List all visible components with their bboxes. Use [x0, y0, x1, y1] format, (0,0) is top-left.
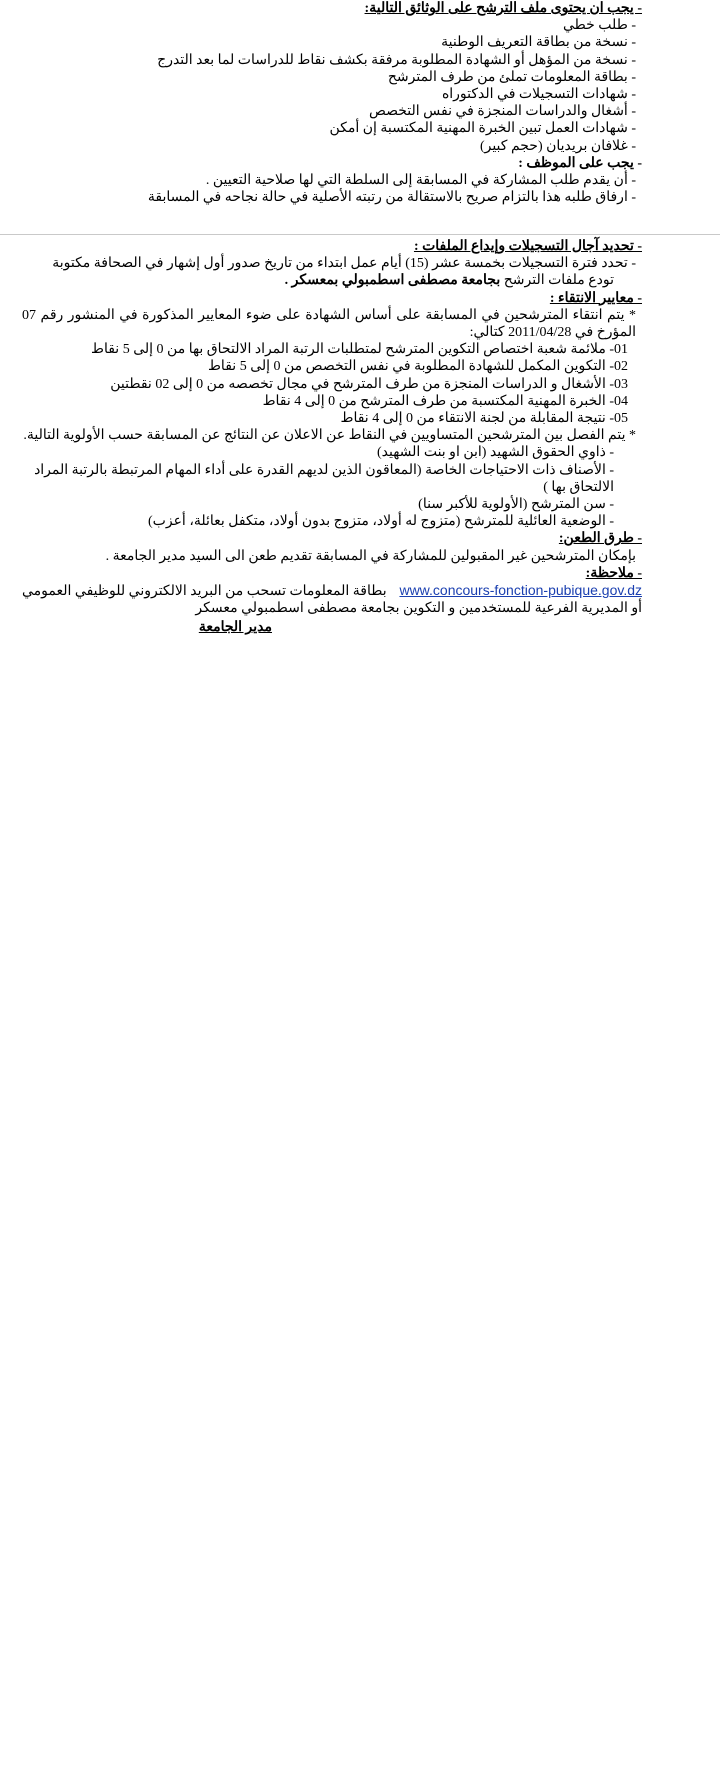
- priority-item: - ذاوي الحقوق الشهيد (ابن او بنت الشهيد): [376, 445, 614, 461]
- deposit-text: تودع ملفات الترشح: [500, 273, 614, 289]
- document-item: - شهادات العمل تبين الخبرة المهنية المكتسبة إن أمكن: [329, 121, 636, 137]
- university-name: بجامعة مصطفى اسطمبولي بمعسكر .: [284, 273, 501, 289]
- document-item: - أشغال والدراسات المنجزة في نفس التخصص: [368, 104, 636, 120]
- note-line: [22, 582, 642, 600]
- tie-break-intro: * يتم الفصل بين المترشحين المتساويين في النقاط عن الاعلان عن النتائج عن المسابقة حسب الأولوية التالية.: [23, 428, 636, 444]
- priority-item: - سن المترشح (الأولوية للأكبر سنا): [418, 497, 614, 513]
- criterion-item: 03- الأشغال و الدراسات المنجزة من طرف المترشح في مجال تخصصه من 0 إلى 02 نقطتين: [110, 376, 628, 392]
- document-item: - نسخة من المؤهل أو الشهادة المطلوبة مرفقة بكشف نقاط للدراسات لما بعد التدرج: [157, 52, 636, 68]
- signature-director: مدير الجامعة: [198, 620, 272, 636]
- selection-intro: * يتم انتقاء المترشحين في المسابقة على أساس الشهادة على ضوء المعايير المذكورة في المنشور رقم 07 المؤرخ في 2011/04/28 كتالي:: [22, 307, 636, 341]
- priority-item: - الأصناف ذات الاحتياجات الخاصة (المعاقون الذين لديهم القدرة على أداء المهام المرتبطة بالرتبة المراد الالتحاق بها ): [34, 462, 614, 495]
- requirements-section: [22, 0, 642, 206]
- priority-item: - الوضعية العائلية للمترشح (متزوج له أولاد، متزوج بدون أولاد، متكفل بعائلة، أعزب): [148, 514, 614, 530]
- section-divider: [0, 234, 720, 235]
- appeal-heading: - طرق الطعن:: [558, 531, 642, 547]
- criterion-item: 01- ملائمة شعبة اختصاص التكوين المترشح لمتطلبات الرتبة المراد الالتحاق بها من 0 إلى 5 نقاط: [91, 342, 628, 358]
- note-line-2: أو المديرية الفرعية للمستخدمين و التكوين بجامعة مصطفى اسطمبولي معسكر: [195, 601, 642, 617]
- deadline-line: - تحدد فترة التسجيلات بخمسة عشر (15) أيام عمل ابتداء من تاريخ صدور أول إشهار في الصحافة مكتوبة: [52, 256, 636, 272]
- note-heading: - ملاحظة:: [585, 565, 642, 581]
- recruitment-portal-link[interactable]: www.concours-fonction-pubique.gov.dz: [399, 582, 642, 599]
- document-item: - طلب خطي: [563, 18, 636, 34]
- documents-heading: - يجب ان يحتوى ملف الترشح على الوثائق التالية:: [364, 1, 642, 16]
- criterion-item: 05- نتيجة المقابلة من لجنة الانتقاء من 0 إلى 4 نقاط: [340, 411, 628, 427]
- employee-item: - أن يقدم طلب المشاركة في المسابقة إلى السلطة التي لها صلاحية التعيين .: [205, 173, 636, 189]
- employee-heading: - يجب على الموظف :: [518, 155, 642, 171]
- appeal-text: بإمكان المترشحين غير المقبولين للمشاركة في المسابقة تقديم طعن الى السيد مدير الجامعة .: [105, 548, 636, 564]
- document-item: - نسخة من بطاقة التعريف الوطنية: [441, 35, 636, 51]
- document-item: - شهادات التسجيلات في الدكتوراه: [441, 87, 636, 103]
- note-text: بطاقة المعلومات تسحب من البريد الالكتروني للوظيفي العمومي: [22, 584, 387, 600]
- criterion-item: 04- الخبرة المهنية المكتسبة من طرف المترشح من 0 إلى 4 نقاط: [262, 393, 628, 409]
- document-item: - بطاقة المعلومات تملئ من طرف المترشح: [387, 69, 636, 85]
- employee-item: - ارفاق طلبه هذا بالتزام صريح بالاستقالة من رتبته الأصلية في حالة نجاحه في المسابقة: [147, 190, 636, 206]
- criterion-item: 02- التكوين المكمل للشهادة المطلوبة في نفس التخصص من 0 إلى 5 نقاط: [207, 359, 628, 375]
- deadlines-heading: - تحديد آجال التسجيلات وإيداع الملفات :: [413, 239, 642, 254]
- selection-heading: - معايير الانتقاء :: [549, 290, 642, 306]
- document-item: - غلافان بريديان (حجم كبير): [479, 138, 636, 154]
- procedure-section: [22, 238, 642, 637]
- deposit-line: [22, 272, 642, 289]
